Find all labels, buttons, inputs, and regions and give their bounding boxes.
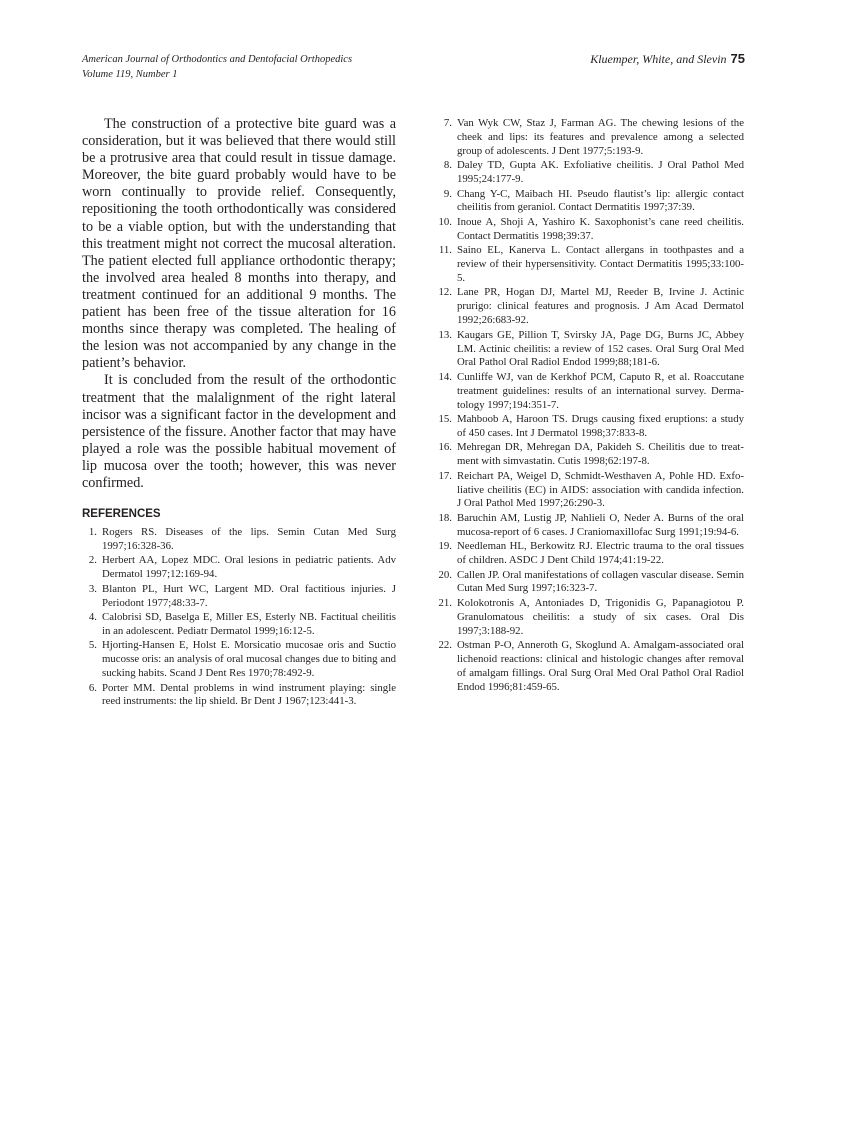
reference-number: 22.	[438, 639, 452, 652]
reference-item	[82, 611, 396, 639]
reference-number: 13.	[438, 328, 452, 341]
reference-item	[437, 540, 744, 568]
reference-number: 3.	[88, 582, 97, 595]
reference-text: Porter MM. Dental problems in wind instrument playing: single reed instruments: the lip shield. Br Dent J 1967;123:441-3.	[102, 681, 396, 708]
body-paragraph: It is concluded from the result of the orthodontic treatment that the malalignment of the right lateral incisor was a significant factor in the development and persistence of the fissure. Another factor that may have played a role was the possible habitual movement of lip mucosa over the tooth; however, this was never confirmed.	[82, 372, 396, 491]
reference-text: Kaugars GE, Pillion T, Svirsky JA, Page DG, Burns JC, Abbey LM. Actinic cheilitis: a review of 152 cases. Oral Surg Oral Med Oral Pathol Oral Radiol Endod 1999;88;181-6.	[457, 328, 744, 369]
reference-item	[437, 117, 744, 159]
running-header-left	[82, 52, 352, 82]
reference-text: Reichart PA, Weigel D, Schmidt-Westhaven A, Pohle HD. Exfoliative cheilitis (EC) in AIDS: association with candida infection. J Oral Pathol Med 1997;26:290-3.	[457, 469, 744, 510]
reference-number: 6.	[88, 681, 97, 694]
reference-text: Kolokotronis A, Antoniades D, Trigonidis G, Papanagiotou P. Granulomatous cheilitis: a study of six cases. Oral Dis 1997;3:188-92.	[457, 596, 744, 637]
reference-item	[437, 159, 744, 187]
reference-number: 14.	[438, 370, 452, 383]
body-paragraph: The construction of a protective bite guard was a consideration, but it was believed that there would still be a protrusive area that could result in tissue damage. Moreover, the bite guard probably would have to be worn continually to provide relief. Consequently, repositioning the tooth orthodontically was considered to be a viable option, but with the understanding that this treatment might not correct the mucosal alteration. The patient elected full appliance orthodontic therapy; the involved area healed 8 months into therapy, and treatment continued for an additional 9 months. The patient has been free of the tissue alteration for 16 months since therapy was completed. The healing of the lesion was not accompanied by any change in the patient’s behavior.	[82, 116, 396, 372]
authors: Kluemper, White, and Slevin	[590, 52, 727, 66]
reference-number: 19.	[438, 540, 452, 553]
reference-number: 7.	[443, 117, 452, 129]
reference-item	[82, 526, 396, 554]
journal-title: American Journal of Orthodontics and Dentofacial Orthopedics	[82, 54, 353, 65]
reference-text: Baruchin AM, Lustig JP, Nahlieli O, Neder A. Burns of the oral mucosa-report of 6 cases. J Craniomaxillofac Surg 1991;19:94-6.	[457, 511, 744, 538]
reference-item	[437, 329, 744, 371]
reference-text: Herbert AA, Lopez MDC. Oral lesions in pediatric patients. Adv Dermatol 1997;12:169-94.	[102, 554, 396, 581]
reference-number: 10.	[438, 215, 452, 228]
reference-text: Van Wyk CW, Staz J, Farman AG. The chewing lesions of the cheek and lips: its features and prevalence among a selected group of adolescents. J Dent 1977;5:193-9.	[457, 117, 744, 157]
reference-number: 8.	[443, 159, 452, 172]
reference-item	[437, 371, 744, 413]
body-text	[82, 116, 396, 492]
reference-item	[82, 554, 396, 582]
reference-text: Calobrisi SD, Baselga E, Miller ES, Esterly NB. Factitual cheilitis in an adolescent. Pediatr Dermatol 1999;16:12-5.	[102, 611, 396, 637]
reference-text: Hjorting-Hansen E, Holst E. Morsicatio mucosae oris and Suctio mucosse oris: an analysis of oral mucosal changes due to biting and sucking habits. Scand J Dent Res 1970;78:492-9.	[102, 639, 396, 680]
reference-text: Saino EL, Kanerva L. Contact allergans in toothpastes and a review of their hypersensitivity. Contact Dermatitis 1995;33:100-5.	[457, 244, 744, 284]
reference-text: Blanton PL, Hurt WC, Largent MD. Oral factitious injuries. J Periodont 1977;48:33-7.	[102, 582, 396, 609]
reference-item	[437, 286, 744, 328]
references-heading: REFERENCES	[82, 508, 161, 521]
reference-text: Cunliffe WJ, van de Kerkhof PCM, Caputo R, et al. Roaccutane treatment guidelines: results of an international survey. Dermatology 1997;194:351-7.	[457, 370, 744, 411]
page-number: 75	[730, 51, 745, 66]
running-header-right	[590, 51, 745, 67]
reference-text: Rogers RS. Diseases of the lips. Semin Cutan Med Surg 1997;16:328-36.	[102, 526, 396, 552]
reference-number: 9.	[443, 187, 452, 200]
reference-item	[437, 441, 744, 469]
left-column	[82, 116, 396, 710]
reference-item	[437, 244, 744, 286]
reference-text: Chang Y-C, Maibach HI. Pseudo flautist’s lip: allergic contact cheilitis from geraniol. Contact Dermatitis 1997;37:39.	[457, 187, 744, 214]
reference-number: 16.	[438, 441, 452, 454]
journal-volume: Volume 119, Number 1	[82, 69, 178, 80]
reference-number: 20.	[438, 568, 452, 581]
reference-text: Mehregan DR, Mehregan DA, Pakideh S. Cheilitis due to treatment with simvastatin. Cutis 1998;62:197-8.	[457, 441, 744, 468]
reference-number: 1.	[88, 526, 97, 539]
reference-number: 2.	[88, 554, 97, 567]
reference-item	[437, 188, 744, 216]
reference-item	[437, 512, 744, 540]
reference-text: Callen JP. Oral manifestations of collagen vascular disease. Semin Cutan Med Surg 1997;16:323-7.	[457, 568, 744, 595]
reference-item	[82, 583, 396, 611]
reference-number: 17.	[438, 469, 452, 482]
reference-item	[437, 569, 744, 597]
reference-number: 4.	[88, 611, 97, 623]
reference-text: Daley TD, Gupta AK. Exfoliative cheilitis. J Oral Pathol Med 1995;24:177-9.	[457, 159, 744, 186]
reference-number: 5.	[88, 639, 97, 652]
reference-number: 12.	[438, 286, 452, 299]
reference-number: 21.	[438, 596, 452, 609]
reference-text: Needleman HL, Berkowitz RJ. Electric trauma to the oral tissues of children. ASDC J Dent Child 1974;41:19-22.	[457, 540, 744, 567]
reference-item	[82, 682, 396, 710]
reference-number: 15.	[438, 413, 452, 426]
reference-item	[437, 413, 744, 441]
reference-list-left	[82, 526, 396, 709]
reference-text: Mahboob A, Haroon TS. Drugs causing fixed eruptions: a study of 450 cases. Int J Dermatol 1998;37:833-8.	[457, 413, 744, 439]
right-column	[437, 117, 744, 695]
reference-text: Ostman P-O, Anneroth G, Skoglund A. Amalgam-associated oral lichenoid reactions: clinical and histologic changes after removal of amalgam fillings. Oral Surg Oral Med Oral Pathol Oral Radiol Endod 1996;81:459-65.	[457, 639, 744, 693]
reference-text: Lane PR, Hogan DJ, Martel MJ, Reeder B, Irvine J. Actinic prurigo: clinical features and prognosis. J Am Acad Dermatol 1992;26:683-92.	[457, 286, 744, 327]
reference-item	[437, 470, 744, 512]
reference-item	[437, 216, 744, 244]
reference-item	[437, 597, 744, 639]
reference-item	[437, 639, 744, 695]
reference-text: Inoue A, Shoji A, Yashiro K. Saxophonist’s cane reed cheilitis. Contact Dermatitis 1998;39:37.	[457, 215, 744, 242]
reference-list-right	[437, 117, 744, 695]
reference-number: 18.	[438, 511, 452, 524]
reference-number: 11.	[438, 244, 452, 257]
reference-item	[82, 639, 396, 681]
